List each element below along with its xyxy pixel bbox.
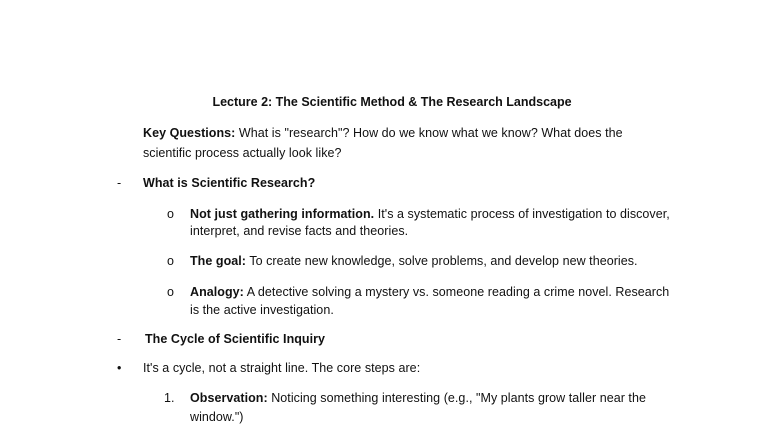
key-questions-line1 [143, 125, 623, 141]
item1-text: It's a systematic process of investigation to discover, [374, 207, 670, 221]
key-questions-label: Key Questions: [143, 126, 236, 140]
step1-label: Observation: [190, 391, 268, 405]
item3-text: A detective solving a mystery vs. someone reading a crime novel. Research [243, 285, 670, 299]
item3-line2: is the active investigation. [190, 303, 334, 317]
section1-dash-marker: - [117, 176, 122, 190]
step1-number: 1. [164, 391, 175, 405]
item1-line1 [190, 206, 670, 222]
section2-dash-marker: - [117, 332, 122, 346]
item2-text: To create new knowledge, solve problems, and develop new theories. [246, 254, 638, 268]
item3-line1 [190, 284, 669, 300]
item3-marker: o [167, 285, 174, 299]
item2-line1 [190, 253, 638, 269]
item3-label: Analogy: [190, 285, 244, 299]
item1-marker: o [167, 207, 174, 221]
step1-line1 [190, 390, 646, 406]
step1-line2: window.") [190, 410, 244, 424]
key-questions-text: What is "research"? How do we know what we know? What does the [235, 126, 623, 140]
section2-heading: The Cycle of Scientific Inquiry [145, 332, 326, 346]
section2-bullet-marker: • [117, 361, 122, 375]
item2-label: The goal: [190, 254, 247, 268]
lecture-title: Lecture 2: The Scientific Method & The Research Landscape [212, 95, 572, 109]
section1-heading: What is Scientific Research? [143, 176, 316, 190]
item1-line2: interpret, and revise facts and theories. [190, 224, 409, 238]
item1-label: Not just gathering information. [190, 207, 375, 221]
key-questions-line2: scientific process actually look like? [143, 146, 342, 160]
step1-text: Noticing something interesting (e.g., "My plants grow taller near the [267, 391, 646, 405]
item2-marker: o [167, 254, 174, 268]
section2-bullet-text: It's a cycle, not a straight line. The core steps are: [143, 361, 421, 375]
